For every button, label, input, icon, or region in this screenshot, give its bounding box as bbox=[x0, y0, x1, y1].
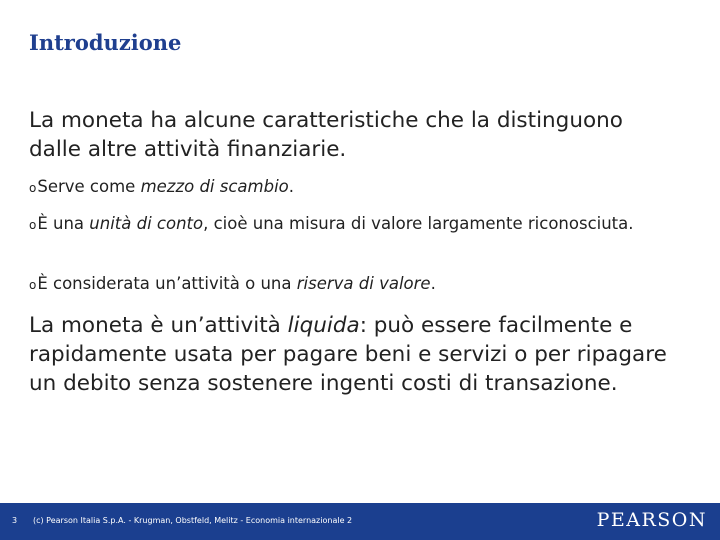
bullet-item bbox=[29, 272, 679, 297]
bullet-item bbox=[29, 175, 679, 200]
liquidity-paragraph bbox=[29, 311, 679, 398]
page-number: 3 bbox=[12, 516, 18, 525]
pearson-logo: PEARSON bbox=[596, 509, 707, 531]
bullet-text-end: , cioè una misura di valore largamente riconosciuta. bbox=[203, 214, 634, 233]
bullet-text: Serve come bbox=[37, 177, 141, 196]
bullet-text-end: . bbox=[430, 274, 436, 293]
bullet-emphasis: mezzo di scambio bbox=[140, 177, 289, 196]
liquidity-text: La moneta è un’attività bbox=[29, 313, 288, 338]
bullet-text: È una bbox=[37, 214, 90, 233]
slide-title: Introduzione bbox=[29, 30, 182, 55]
footer-bar bbox=[0, 503, 720, 540]
bullet-marker: o bbox=[29, 218, 37, 232]
liquidity-text-end: : può essere facilmente e rapidamente usata per pagare beni e servizi o per ripagare un debito senza sostenere ingenti costi di transazione. bbox=[29, 313, 667, 396]
bullet-marker: o bbox=[29, 181, 37, 195]
bullet-text-end: . bbox=[288, 177, 295, 196]
bullet-emphasis: riserva di valore bbox=[296, 274, 431, 293]
intro-paragraph: La moneta ha alcune caratteristiche che la distinguono dalle altre attività finanziarie. bbox=[29, 108, 623, 162]
liquidity-emphasis: liquida bbox=[287, 313, 360, 338]
bullet-text: È considerata un’attività o una bbox=[37, 274, 297, 293]
bullet-emphasis: unità di conto bbox=[89, 214, 204, 233]
copyright-credit: (c) Pearson Italia S.p.A. - Krugman, Obstfeld, Melitz - Economia internazionale 2 bbox=[33, 516, 353, 525]
bullet-item bbox=[29, 212, 679, 237]
bullet-marker: o bbox=[29, 278, 37, 292]
